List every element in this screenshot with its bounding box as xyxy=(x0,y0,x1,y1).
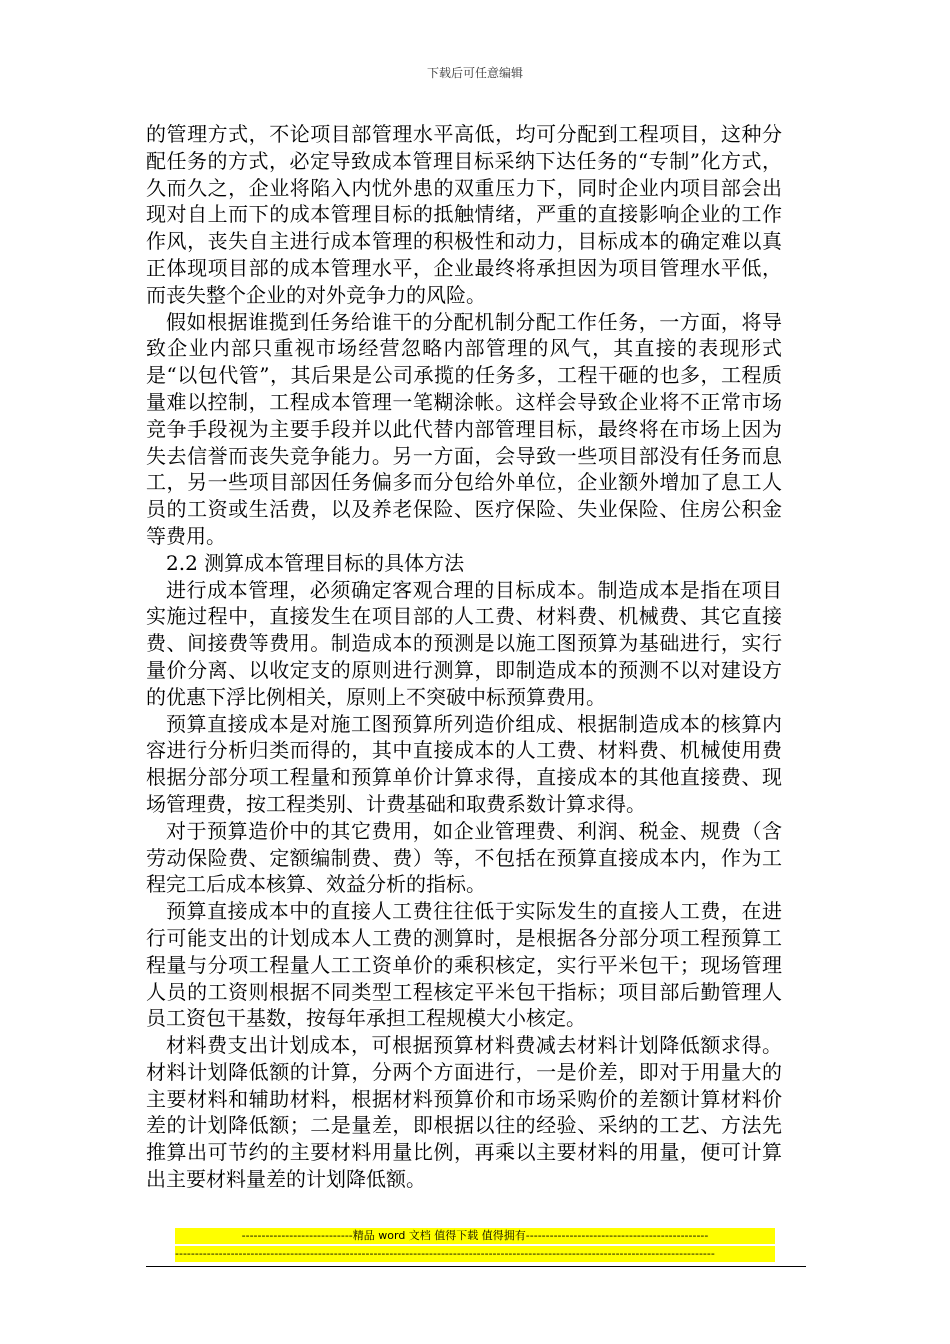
paragraph-5: 对于预算造价中的其它费用，如企业管理费、利润、税金、规费（含劳动保险费、定额编制费、费）等，不包括在预算直接成本内，作为工程完工后成本核算、效益分析的指标。 xyxy=(146,818,782,897)
footer-rule xyxy=(146,1266,806,1267)
paragraph-7: 材料费支出计划成本，可根据预算材料费减去材料计划降低额求得。材料计划降低额的计算，分两个方面进行，一是价差，即对于用量大的主要材料和辅助材料，根据材料预算价和市场采购价的差额计算材料价差的计划降低额；二是量差，即根据以往的经验、采纳的工艺、方法先推算出可节约的主要材料用量比例，再乘以主要材料的用量，便可计算出主要材料量差的计划降低额。 xyxy=(146,1033,782,1192)
paragraph-3: 进行成本管理，必须确定客观合理的目标成本。制造成本是指在项目实施过程中，直接发生在项目部的人工费、材料费、机械费、其它直接费、间接费等费用。制造成本的预测是以施工图预算为基础进行，实行量价分离、以收定支的原则进行测算，即制造成本的预测不以对建设方的优惠下浮比例相关，原则上不突破中标预算费用。 xyxy=(146,577,782,709)
paragraph-6: 预算直接成本中的直接人工费往往低于实际发生的直接人工费，在进行可能支出的计划成本人工费的测算时，是根据各分部分项工程预算工程量与分项工程量人工工资单价的乘积核定，实行平米包干；现场管理人员的工资则根据不同类型工程核定平米包干指标；项目部后勤管理人员工资包干基数，按每年承担工程规模大小核定。 xyxy=(146,899,782,1031)
section-heading-2-2: 2.2 测算成本管理目标的具体方法 xyxy=(166,550,465,575)
document-body xyxy=(146,121,782,1193)
footer-banner: ----------------------------精品 word 文档 值得下载 值得拥有---------------------------------------------- xyxy=(175,1228,775,1244)
page-header: 下载后可任意编辑 xyxy=(426,66,523,80)
paragraph-2: 假如根据谁揽到任务给谁干的分配机制分配工作任务，一方面，将导致企业内部只重视市场经营忽略内部管理的风气，其直接的表现形式是“以包代管”，其后果是公司承揽的任务多，工程干砸的也多，工程质量难以控制，工程成本管理一笔糊涂帐。这样会导致企业将不正常市场竞争手段视为主要手段并以此代替内部管理目标，最终将在市场上因为失去信誉而丧失竞争能力。另一方面，会导致一些项目部没有任务而息工，另一些项目部因任务偏多而分包给外单位，企业额外增加了息工人员的工资或生活费，以及养老保险、医疗保险、失业保险、住房公积金等费用。 xyxy=(146,309,782,548)
paragraph-1: 的管理方式，不论项目部管理水平高低，均可分配到工程项目，这种分配任务的方式，必定导致成本管理目标采纳下达任务的“专制”化方式，久而久之，企业将陷入内忧外患的双重压力下，同时企业内项目部会出现对自上而下的成本管理目标的抵触情绪，严重的直接影响企业的工作作风，丧失自主进行成本管理的积极性和动力，目标成本的确定难以真正体现项目部的成本管理水平，企业最终将承担因为项目管理水平低，而丧失整个企业的对外竞争力的风险。 xyxy=(146,122,782,307)
paragraph-4: 预算直接成本是对施工图预算所列造价组成、根据制造成本的核算内容进行分析归类而得的，其中直接成本的人工费、材料费、机械使用费根据分部分项工程量和预算单价计算求得，直接成本的其他直接费、现场管理费，按工程类别、计费基础和取费系数计算求得。 xyxy=(146,711,782,816)
footer-dashes: ---------------------------------------------------------------------------------------------------------------------------------------- xyxy=(175,1246,775,1262)
